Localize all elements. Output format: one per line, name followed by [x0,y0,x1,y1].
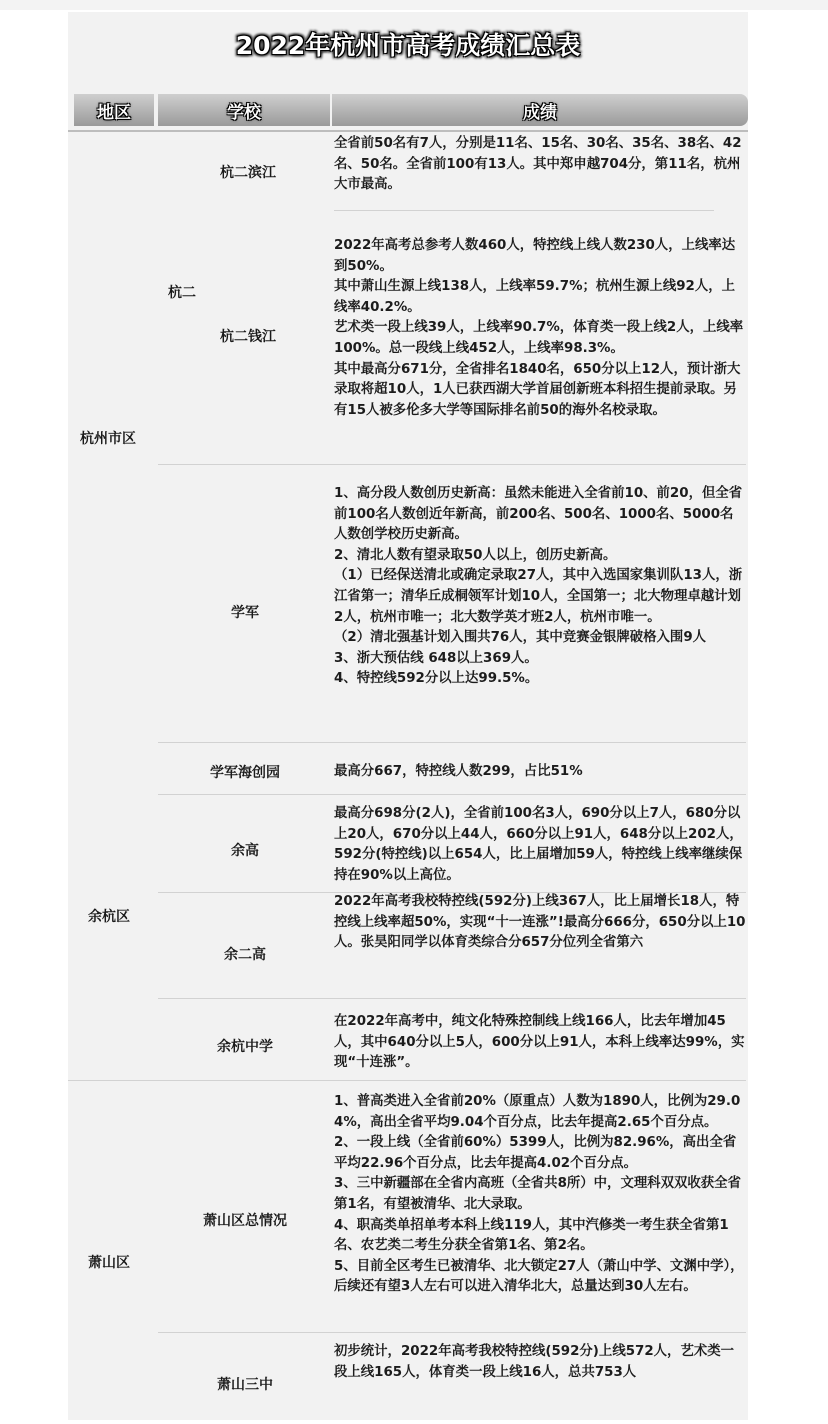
region-hangzhou: 杭州市区 [80,431,136,447]
school-score-text: 在2022年高考中，纯文化特殊控制线上线166人，比去年增加45人，其中640分以上5人，600分以上91人，本科上线率达99%，实现“十连涨”。 [334,1014,745,1071]
header-score [332,94,748,126]
row-divider [158,1332,746,1333]
header-region-label: 地区 [97,103,131,123]
page-title: 2022年杭州市高考成绩汇总表 [235,31,581,60]
row-divider [158,464,746,465]
row-divider [158,998,746,999]
group-hangzhou2: 杭二 [168,285,196,301]
school-name: 学军 [231,605,259,621]
school-score-text: 2022年高考我校特控线(592分)上线367人，比上届增长18人，特控线上线率超50%，实现“十一连涨”!最高分666分，650分以上10人。张昊阳同学以体育类综合分657分位列全省第六 [334,894,746,951]
header-region [74,94,154,126]
region-xiaoshan: 萧山区 [88,1255,130,1271]
school-name: 萧山三中 [217,1377,273,1393]
row-divider [158,742,746,743]
school-score-text: 全省前50名有7人，分别是11名、15名、30名、35名、38名、42名、50名。全省前100有13人。其中郑申越704分，第11名，杭州大市最高。 [334,136,742,193]
school-score-text: 最高分667，特控线人数299，占比51% [334,764,583,779]
school-name: 杭二钱江 [220,329,276,345]
top-band [0,0,828,10]
school-score-text: 最高分698分(2人)，全省前100名3人，690分以上7人，680分以上20人，670分以上44人，660分以上91人，648分以上202人，592分(特控线)以上654人，比上届增加59人，特控线上线率继续保持在90%以上高位。 [334,806,743,883]
school-name: 杭二滨江 [220,165,276,181]
row-divider [68,1080,746,1081]
row-divider [334,210,714,211]
header-school-label: 学校 [227,103,261,123]
school-score-text: 1、普高类进入全省前20%（原重点）人数为1890人，比例为29.04%，高出全省平均9.04个百分点，比去年提高2.65个百分点。 2、一段上线（全省前60%）5399人，比例为82.96%，高出全省平均22.96个百分点，比去年提高4.02个百分点。 3、三中新疆部在全省内高班（全省共8所）中，文理科双双收获全省第1名，有望被清华、北大录取。 4、职高类单招单考本科上线119人，其中汽修类一考生获全省第1名、农艺类二考生分获全省第1名、第2名。 5、目前全区考生已被清华、北大锁定27人（萧山中学、文渊中学），后续还有望3人左右可以进入清华北大，总量达到30人左右。 [334,1094,744,1295]
region-yuhang: 余杭区 [88,909,130,925]
score-table [68,12,748,1420]
school-name: 余高 [231,843,259,859]
school-name: 学军海创园 [210,765,280,781]
header-school [158,94,330,126]
school-name: 余杭中学 [217,1039,273,1055]
header-divider [68,130,748,132]
school-score-text: 初步统计，2022年高考我校特控线(592分)上线572人，艺术类一段上线165人，体育类一段上线16人，总共753人 [334,1344,735,1380]
school-score-text: 2022年高考总参考人数460人，特控线上线人数230人，上线率达到50%。 其中萧山生源上线138人，上线率59.7%；杭州生源上线92人，上线率40.2%。 艺术类一段上线39人，上线率90.7%，体育类一段上线2人，上线率100%。总一段线上线452人，上线率98.3%。 其中最高分671分，全省排名1840名，650分以上12人，预计浙大录取将超10人，1人已获西湖大学首届创新班本科招生提前录取。另有15人被多伦多大学等国际排名前50的海外名校录取。 [334,238,744,418]
header-score-label: 成绩 [523,103,557,123]
school-name: 余二高 [224,947,266,963]
school-name: 萧山区总情况 [203,1213,287,1229]
row-divider [158,794,746,795]
school-score-text: 1、高分段人数创历史新高：虽然未能进入全省前10、前20，但全省前100名人数创近年新高，前200名、500名、1000名、5000名人数创学校历史新高。 2、清北人数有望录取50人以上，创历史新高。 （1）已经保送清北或确定录取27人，其中入选国家集训队13人，浙江省第一；清华丘成桐领军计划10人，全国第一；北大物理卓越计划2人，杭州市唯一；北大数学英才班2人，杭州市唯一。 （2）清北强基计划入围共76人，其中竞赛金银牌破格入围9人 3、浙大预估线 648以上369人。 4、特控线592分以上达99.5%。 [334,486,743,687]
